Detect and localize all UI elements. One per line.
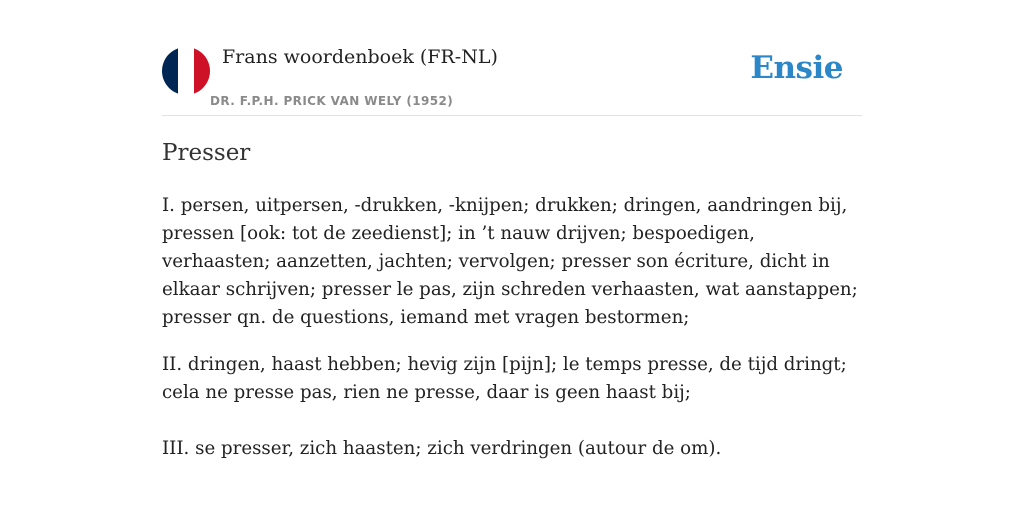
flag-red-stripe (194, 47, 210, 95)
flag-white-stripe (178, 47, 194, 95)
entry-term: Presser (162, 140, 251, 166)
flag-blue-stripe (162, 47, 178, 95)
definition-2: II. dringen, haast hebben; hevig zijn [pijn]; le temps presse, de tijd dringt; cela ne presse pas, rien ne presse, daar is geen haast bij; (162, 354, 847, 403)
dictionary-header (162, 0, 862, 116)
definition-1: I. persen, uitpersen, -drukken, -knijpen; drukken; dringen, aandringen bij, pressen [ook: tot de zeedienst]; in ’t nauw drijven; bespoedigen, verhaasten; aanzetten, jachten; vervolgen; presser son écriture, dicht in elkaar schrijven; presser le pas, zijn schreden verhaasten, wat aanstappen; presser qn. de questions, iemand met vragen bestormen; (162, 195, 858, 328)
ensie-logo[interactable]: Ensie (750, 50, 843, 86)
france-flag-icon (162, 47, 210, 95)
dictionary-author: DR. F.P.H. PRICK VAN WELY (1952) (210, 94, 454, 108)
dictionary-title[interactable]: Frans woordenboek (FR-NL) (222, 46, 498, 68)
dictionary-card (162, 0, 862, 459)
definition-3: III. se presser, zich haasten; zich verdringen (autour de om). (162, 438, 722, 459)
